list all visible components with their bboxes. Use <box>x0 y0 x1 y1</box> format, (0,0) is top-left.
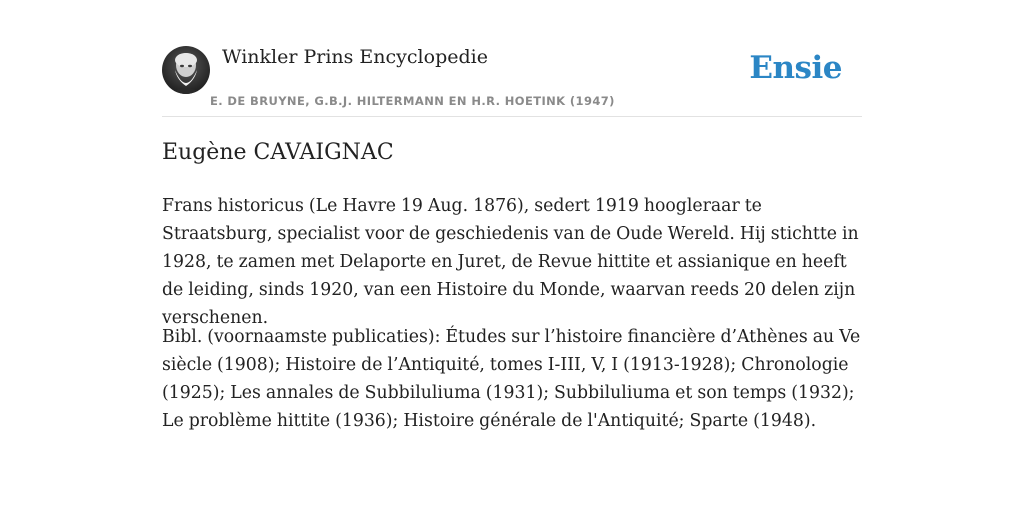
entry-title: Eugène CAVAIGNAC <box>162 140 394 165</box>
bearded-man-portrait-icon <box>162 46 210 94</box>
entry-paragraph-description: Frans historicus (Le Havre 19 Aug. 1876), sedert 1919 hoogleraar te Straatsburg, specialist voor de geschiedenis van de Oude Wereld. Hij stichtte in 1928, te zamen met Delaporte en Juret, de Revue hittite et assianique en heeft de leiding, sinds 1920, van een Histoire du Monde, waarvan reeds 20 delen zijn verschenen. <box>162 196 859 328</box>
header <box>162 46 862 117</box>
authors-line: E. DE BRUYNE, G.B.J. HILTERMANN EN H.R. HOETINK (1947) <box>210 94 615 108</box>
publication-title[interactable]: Winkler Prins Encyclopedie <box>222 46 488 68</box>
avatar[interactable] <box>162 46 210 94</box>
entry-paragraph-bibliography: Bibl. (voornaamste publicaties): Études sur l’histoire financière d’Athènes au Ve siècle (1908); Histoire de l’Antiquité, tomes I-III, V, I (1913-1928); Chronologie (1925); Les annales de Subbiluliuma (1931); Subbiluliuma et son temps (1932); Le problème hittite (1936); Histoire générale de l'Antiquité; Sparte (1948). <box>162 327 861 431</box>
brand-logo[interactable]: Ensie <box>749 50 842 86</box>
